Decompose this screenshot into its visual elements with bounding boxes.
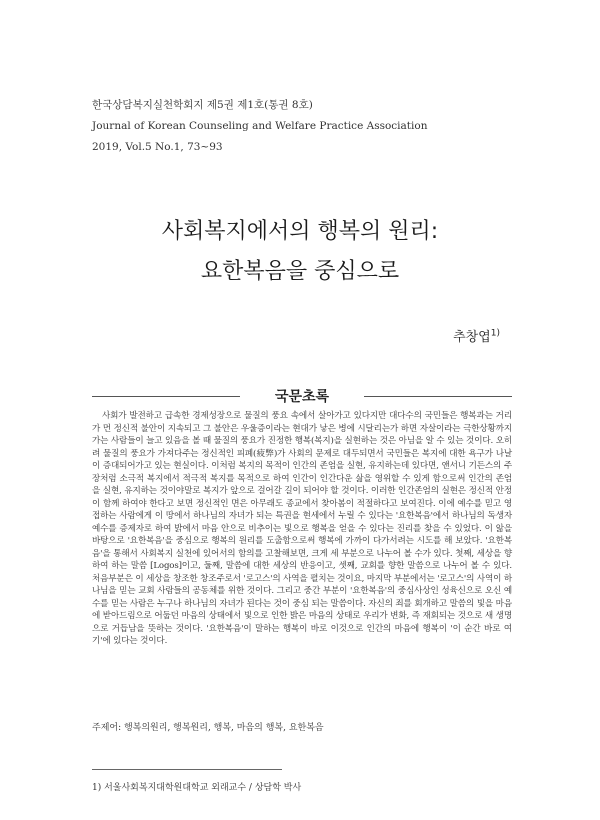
author (453, 326, 500, 345)
author-footnote-mark: 1) (490, 328, 500, 339)
author-name: 추창엽 (453, 330, 491, 345)
journal-header (92, 95, 427, 158)
abstract-text: 사회가 발전하고 급속한 경제성장으로 물질의 풍요 속에서 살아가고 있다지만 대다수의 국민들은 행복과는 거리가 먼 정신적 불안이 지속되고 그 불안은 우울증이라는 현대가 낳은 병에 시달리는가 하면 자살이라는 극한상황까지 가는 사람들이 늘고 있음을 볼 때 물질의 풍요가 진정한 행복(복지)을 실현하는 것은 아님을 알 수 있는 것이다. 오히려 물질의 풍요가 가져다주는 정신적인 피폐(疲弊)가 사회의 문제로 대두되면서 국민들은 복지에 대한 욕구가 나날이 증대되어가고 있는 현실이다. 이처럼 복지의 목적이 인간의 존엄을 실현, 유지하는데 있다면, 앤서니 기든스의 주장처럼 소극적 복지에서 적극적 복지를 목적으로 하여 인간이 인간다운 삶을 영위할 수 있게 함으로써 인간의 존엄을 실현, 유지하는 것이야말로 복지가 앞으로 걸어갈 길이 되어야 할 것이다. 이러한 인간존엄의 실현은 정신적 안정이 함께 하여야 한다고 보면 정신적인 면은 아무래도 종교에서 찾아봄이 적절하다고 보여진다. 이에 예수를 믿고 영접하는 사람에게 이 땅에서 하나님의 자녀가 되는 특권을 현세에서 누릴 수 있다는 '요한복음'에서 하나님의 독생자 예수를 증제자로 하여 밝에서 마음 안으로 비추이는 빛으로 행복을 얻을 수 있다는 진리를 찾을 수 있었다. 이 앎을 바탕으로 '요한복음'을 중심으로 행복의 원리를 도출함으로써 행복에 가까이 다가서려는 시도를 해 보았다. '요한복음'을 통해서 사회복지 실천에 있어서의 함의를 고찰해보면, 크게 세 부분으로 나누어 볼 수가 있다. 첫째, 세상을 향하여 하는 말씀 [Logos]이고, 둘째, 말씀에 대한 세상의 반응이고, 셋째, 교회를 향한 말씀으로 나누어 볼 수 있다. 처음부분은 이 세상을 창조한 창조주로서 '로고스'의 사역을 펼치는 것이요, 마지막 부분에서는 '로고스'의 사역이 하나님을 믿는 교회 사람들의 공동체를 위한 것이다. 그리고 중간 부분이 '요한복음'의 중심사상인 성육신으로 오신 예수를 믿는 사람은 누구나 하나님의 자녀가 된다는 것이 중심 되는 말씀이다. 자신의 죄를 회개하고 말씀의 빛을 마음에 받아드림으로 어둡던 마음의 상태에서 빛으로 인한 밝은 마음의 상태로 우리가 변화, 즉 재회되는 것으로 새 생명으로 거듭남을 뜻하는 것이다. '요한복음'이 말하는 행복이 바로 이것으로 인간의 마음에 행복이 '이 순간 바로 여기'에 있다는 것이다. (92, 411, 512, 646)
keywords: 주제어: 행복의원리, 행복원리, 행복, 마음의 행복, 요한복음 (92, 723, 324, 733)
journal-volume-info: 2019, Vol.5 No.1, 73~93 (92, 141, 223, 153)
paper-title-line2: 요한복음을 중심으로 (200, 259, 400, 284)
abstract-heading: 국문초록 (274, 389, 330, 405)
abstract-heading-row (92, 386, 512, 406)
paper-title-line1: 사회복지에서의 행복의 원리: (161, 219, 439, 244)
author-footnote: 1) 서울사회복지대학원대학교 외래교수 / 상담학 박사 (92, 783, 302, 793)
journal-name-korean: 한국상담복지실천학회지 제5권 제1호(통권 8호) (92, 99, 313, 111)
footnote-divider (92, 769, 282, 770)
journal-name-english: Journal of Korean Counseling and Welfare Practice Association (92, 120, 428, 132)
heading-rule-right (364, 396, 512, 397)
